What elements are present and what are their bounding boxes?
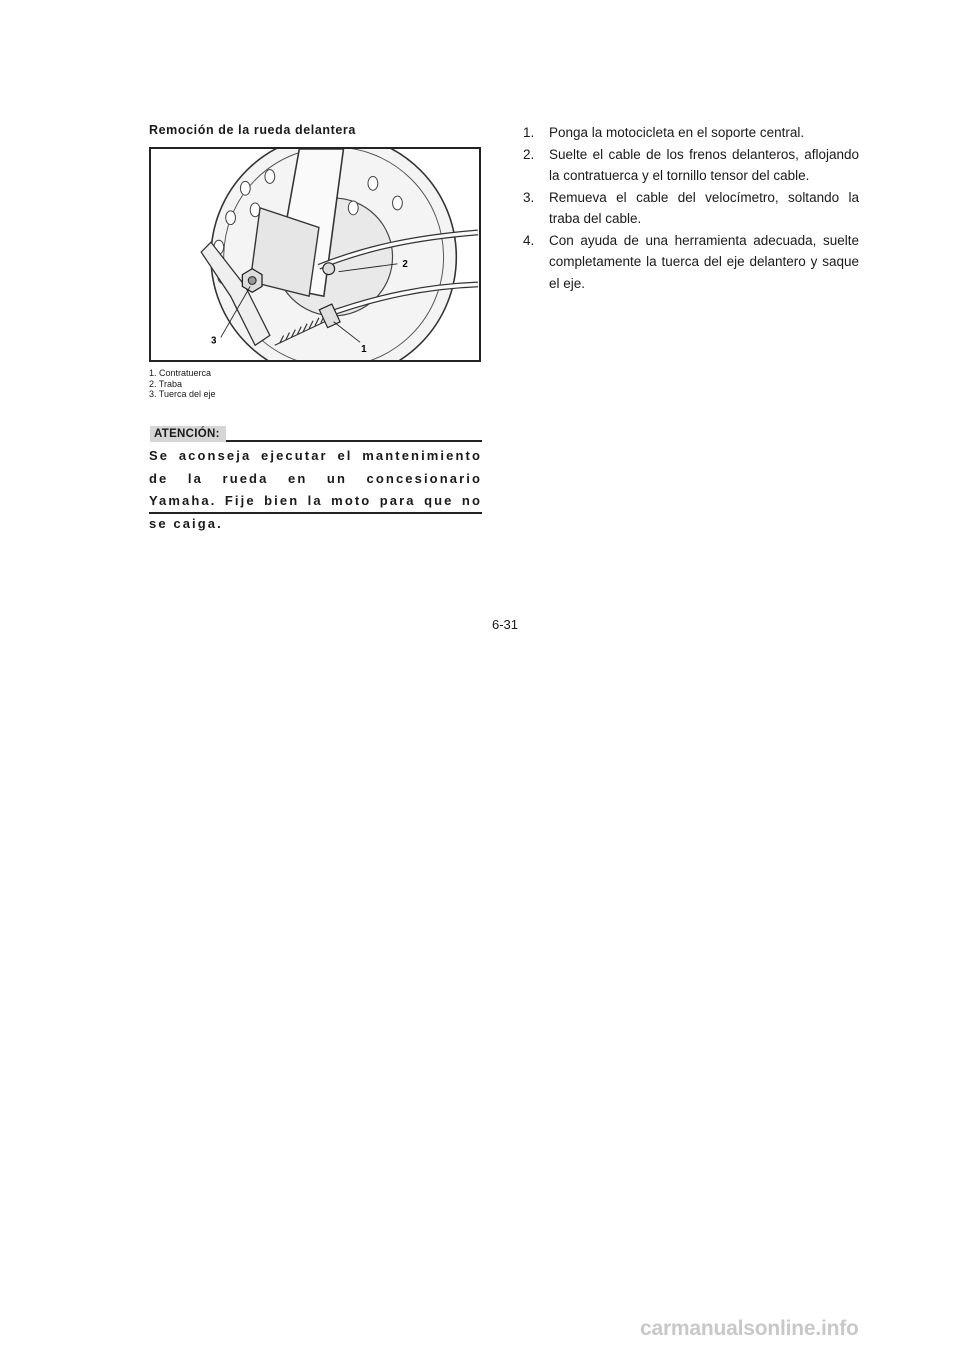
caption-2: 2. Traba: [149, 378, 183, 389]
section-title: Remoción de la rueda delantera: [149, 123, 356, 137]
warning-text: Se aconseja ejecutar el mantenimiento de la rueda en un concesionario Yamaha. Fije bien la moto para que no se caiga.: [149, 448, 482, 531]
step-text: Ponga la motocicleta en el soporte central.: [549, 125, 805, 140]
step-number: 4.: [523, 232, 535, 248]
callout-2: 2: [402, 258, 408, 270]
step-item: [523, 144, 859, 187]
caption-3: 3. Tuerca del eje: [149, 389, 216, 399]
wheel-illustration: [149, 147, 481, 362]
procedure-steps: [523, 122, 859, 294]
caption-1: 1. Contratuerca: [149, 368, 212, 378]
step-item: [523, 187, 859, 230]
callout-1: 1: [361, 344, 367, 356]
warning-top-rule: [226, 440, 482, 442]
page-number: 6-31: [492, 617, 519, 632]
step-number: 1.: [523, 125, 535, 140]
step-item: [523, 230, 859, 295]
warning-label: ATENCIÓN:: [150, 426, 226, 442]
warning-bottom-rule: [149, 512, 482, 514]
step-item: [523, 122, 859, 144]
front-wheel-drawing: [151, 149, 479, 360]
step-text: Remueva el cable del velocímetro, soltando la traba del cable.: [549, 189, 859, 226]
figure-captions: [149, 368, 216, 400]
watermark-link[interactable]: carmanualsonline.info: [640, 1317, 859, 1340]
step-text: Con ayuda de una herramienta adecuada, suelte completamente la tuerca del eje delantero y saque el eje.: [549, 232, 859, 291]
step-number: 3.: [523, 189, 535, 205]
step-text: Suelte el cable de los frenos delanteros, aflojando la contratuerca y el tornillo tensor del cable.: [549, 146, 859, 183]
step-number: 2.: [523, 146, 535, 162]
callout-3: 3: [210, 335, 217, 347]
